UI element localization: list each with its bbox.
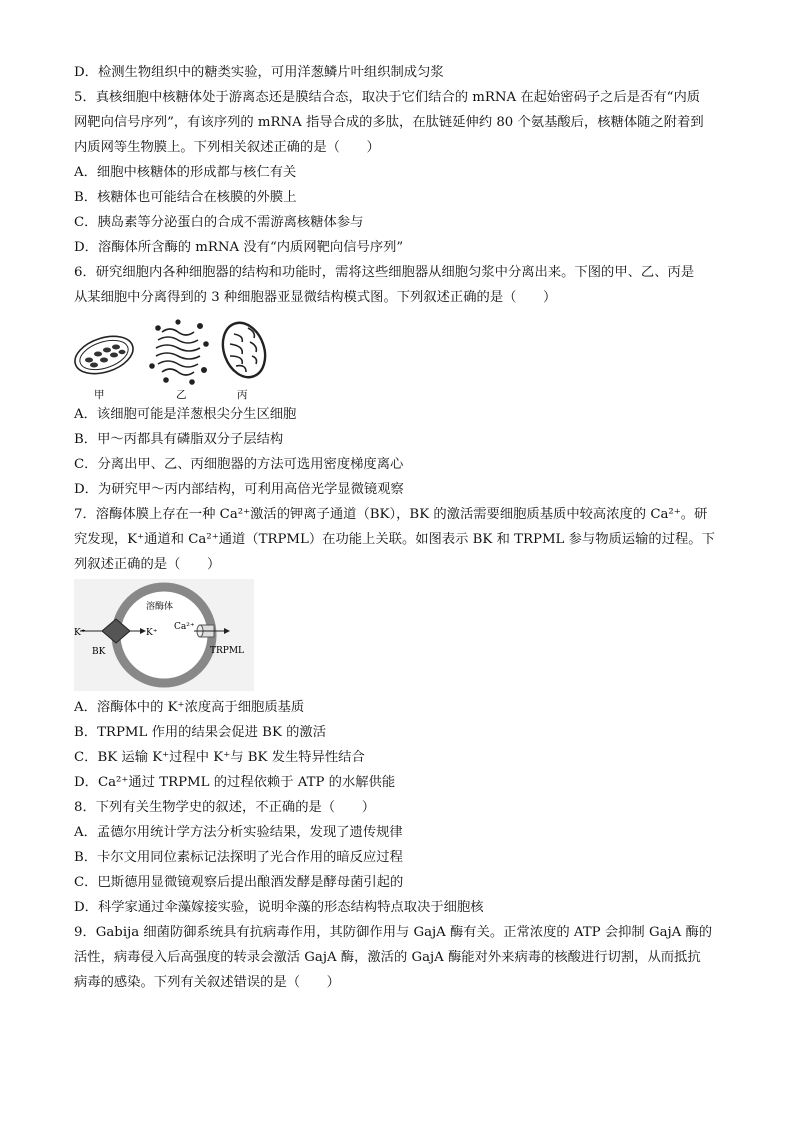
exam-page — [74, 60, 724, 995]
lysosome-figure — [74, 579, 724, 691]
bk-label: BK — [92, 647, 106, 657]
text-line: 网靶向信号序列”，有该序列的 mRNA 指导合成的多肽，在肽链延伸约 80 个氨基酸后，核糖体随之附着到 — [74, 115, 704, 130]
text-line: 从某细胞中分离得到的 3 种细胞器亚显微结构模式图。下列叙述正确的是（ ） — [74, 290, 557, 305]
text-line: 内质网等生物膜上。下列相关叙述正确的是（ ） — [74, 140, 380, 155]
text-line: C．巴斯德用显微镜观察后提出酿酒发酵是酵母菌引起的 — [74, 875, 404, 890]
text-line: D．为研究甲～丙内部结构，可利用高倍光学显微镜观察 — [74, 482, 404, 497]
chloroplast-drawing — [74, 330, 138, 381]
text-line: B．核糖体也可能结合在核膜的外膜上 — [74, 190, 297, 205]
label-jia: 甲 — [94, 389, 105, 401]
question-block-2 — [74, 402, 724, 577]
organelle-diagram — [74, 310, 334, 402]
text-line: A．孟德尔用统计学方法分析实验结果，发现了遗传规律 — [74, 825, 403, 840]
text-line: A．溶酶体中的 K⁺浓度高于细胞质基质 — [74, 700, 305, 715]
text-line: 6．研究细胞内各种细胞器的结构和功能时，需将这些细胞器从细胞匀浆中分离出来。下图的甲、乙、丙是 — [74, 265, 695, 280]
mitochondrion-drawing — [216, 317, 273, 383]
text-line: A．细胞中核糖体的形成都与核仁有关 — [74, 165, 297, 180]
text-line: 7．溶酶体膜上存在一种 Ca²⁺激活的钾离子通道（BK），BK 的激活需要细胞质基质中较高浓度的 Ca²⁺。研 — [74, 507, 708, 522]
text-line: C．BK 运输 K⁺过程中 K⁺与 BK 发生特异性结合 — [74, 750, 365, 765]
text-line: D．Ca²⁺通过 TRPML 的过程依赖于 ATP 的水解供能 — [74, 775, 396, 790]
text-line: 究发现，K⁺通道和 Ca²⁺通道（TRPML）在功能上关联。如图表示 BK 和 TRPML 参与物质运输的过程。下 — [74, 532, 715, 547]
question-block-1 — [74, 60, 724, 310]
text-line: 病毒的感染。下列有关叙述错误的是（ ） — [74, 975, 340, 990]
label-yi: 乙 — [176, 389, 187, 401]
text-line: 列叙述正确的是（ ） — [74, 557, 221, 572]
text-line: B．TRPML 作用的结果会促进 BK 的激活 — [74, 725, 326, 740]
text-line: D．溶酶体所含酶的 mRNA 没有“内质网靶向信号序列” — [74, 240, 404, 255]
golgi-drawing — [150, 320, 208, 384]
text-line: 活性，病毒侵入后高强度的转录会激活 GajA 酶，激活的 GajA 酶能对外来病毒的核酸进行切割，从而抵抗 — [74, 950, 701, 965]
text-line: A．该细胞可能是洋葱根尖分生区细胞 — [74, 407, 297, 422]
k-ion-left-label: K⁺ — [74, 628, 86, 638]
lysosome-diagram — [74, 579, 254, 691]
label-bing: 丙 — [237, 389, 248, 401]
question-block-3 — [74, 695, 724, 995]
trpml-label: TRPML — [210, 646, 245, 656]
organelle-figure — [74, 310, 724, 402]
text-line: 9．Gabija 细菌防御系统具有抗病毒作用，其防御作用与 GajA 酶有关。正常浓度的 ATP 会抑制 GajA 酶的 — [74, 925, 713, 940]
text-line: C．胰岛素等分泌蛋白的合成不需游离核糖体参与 — [74, 215, 364, 230]
text-line: 8．下列有关生物学史的叙述，不正确的是（ ） — [74, 800, 375, 815]
text-line: B．卡尔文用同位素标记法探明了光合作用的暗反应过程 — [74, 850, 403, 865]
ca-ion-label: Ca²⁺ — [174, 622, 195, 632]
text-line: 5．真核细胞中核糖体处于游离态还是膜结合态，取决于它们结合的 mRNA 在起始密码子之后是否有“内质 — [74, 90, 701, 105]
k-ion-right-label: K⁺ — [146, 628, 158, 638]
lysosome-label: 溶酶体 — [146, 602, 174, 612]
text-line: D．检测生物组织中的糖类实验，可用洋葱鳞片叶组织制成匀浆 — [74, 65, 444, 80]
text-line: B．甲～丙都具有磷脂双分子层结构 — [74, 432, 284, 447]
text-line: D．科学家通过伞藻嫁接实验，说明伞藻的形态结构特点取决于细胞核 — [74, 900, 484, 915]
text-line: C．分离出甲、乙、丙细胞器的方法可选用密度梯度离心 — [74, 457, 404, 472]
